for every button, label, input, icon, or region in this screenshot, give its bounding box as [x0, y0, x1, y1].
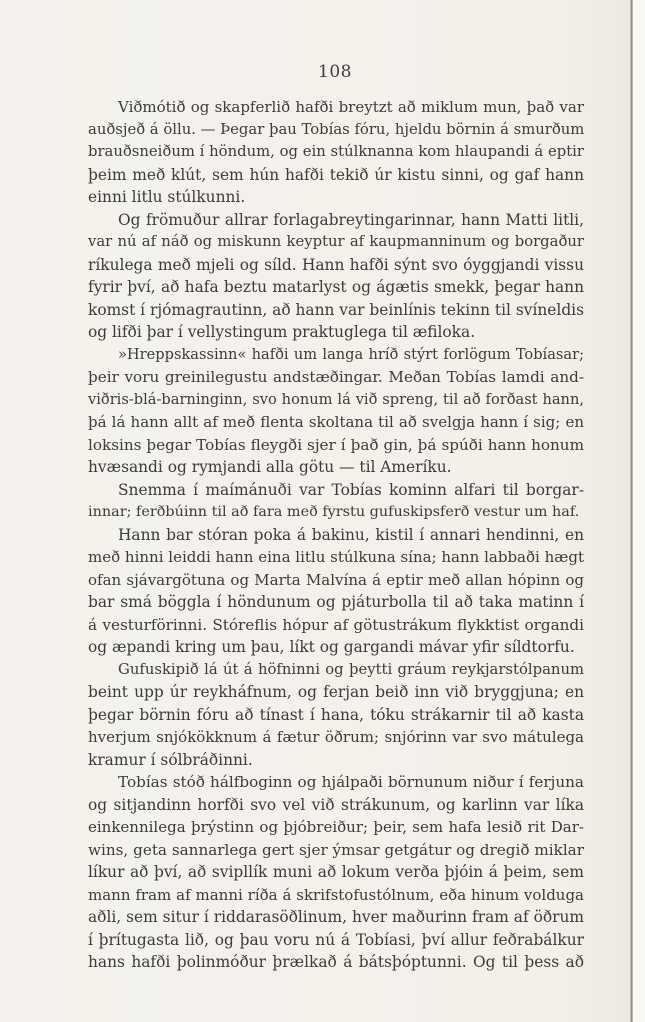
- text-line: hvæsandi og rymjandi alla götu — til Ameríku.: [88, 458, 452, 476]
- text-line: Snemma í maímánuði var Tobías kominn alfari til borgar-: [118, 480, 584, 499]
- text-line: hverjum snjókökknum á fætur öðrum; snjórinn var svo mátulega: [88, 728, 584, 746]
- text-line: ofan sjávargötuna og Marta Malvína á eptir með allan hópinn og: [88, 570, 584, 589]
- text-line: beint upp úr reykháfnum, og ferjan beið inn við bryggjuna; en: [88, 683, 584, 701]
- text-line: Og frömuður allrar forlagabreytingarinnar, hann Matti litli,: [118, 210, 584, 229]
- text-line: Tobías stóð hálfboginn og hjálpaði börnunum niður í ferjuna: [118, 773, 584, 791]
- text-line: þá lá hann allt af með flenta skoltana til að svelgja hann í sig; en: [88, 413, 584, 431]
- text-line: með hinni leiddi hann eina litlu stúlkuna sína; hann labbaði hægt: [88, 548, 584, 566]
- text-line: var nú af náð og miskunn keyptur af kaupmanninum og borgaður: [88, 233, 584, 250]
- text-line: þegar börnin fóru að tínast í hana, tóku strákarnir til að kasta: [88, 705, 584, 724]
- text-line: líkur að því, að svipllík muni að lokum verða þjóin á þeim, sem: [88, 863, 584, 881]
- text-line: og lifði þar í vellystingum praktuglega til æfiloka.: [88, 323, 476, 341]
- page-number: 108: [318, 62, 352, 82]
- text-line: Gufuskipið lá út á höfninni og þeytti gráum reykjarstólpanum: [118, 660, 584, 678]
- text-line: og æpandi kring um þau, líkt og gargandi mávar yfir síldtorfu.: [88, 638, 575, 656]
- body-text: [88, 96, 584, 974]
- text-line: og sitjandinn horfði svo vel við strákunum, og karlinn var líka: [88, 795, 584, 814]
- text-line: »Hreppskassinn« hafði um langa hríð stýrt forlögum Tobíasar;: [118, 345, 584, 363]
- text-line: hans hafði þolinmóður þrælkað á bátsþóptunni. Og til þess að: [88, 953, 584, 971]
- text-line: í þrítugasta lið, og þau voru nú á Tobíasi, því allur feðrabálkur: [88, 930, 584, 949]
- text-line: bar smá böggla í höndunum og pjáturbolla til að taka matinn í: [88, 593, 584, 611]
- page-margin-edge: [633, 0, 645, 1022]
- text-line: einkennilega þrýstinn og þjóbreiður; þeir, sem hafa lesið rit Dar-: [88, 818, 584, 836]
- text-line: ríkulega með mjeli og síld. Hann hafði sýnt svo óyggjandi vissu: [88, 255, 584, 274]
- text-line: á vesturförinni. Stóreflis hópur af götustrákum flykktist organdi: [88, 615, 584, 634]
- text-line: kramur í sólbráðinni.: [88, 750, 253, 769]
- text-line: aðli, sem situr í riddarasöðlinum, hver maðurinn fram af öðrum: [88, 908, 584, 926]
- text-line: loksins þegar Tobías fleygði sjer í það gin, þá spúði hann honum: [88, 435, 584, 454]
- text-line: wins, geta sannarlega gert sjer ýmsar getgátur og dregið miklar: [88, 840, 584, 859]
- text-line: brauðsneiðum í höndum, og ein stúlknanna kom hlaupandi á eptir: [88, 143, 584, 160]
- text-line: mann fram af manni ríða á skrifstofustólnum, eða hinum volduga: [88, 885, 584, 904]
- text-line: viðris-blá-barninginn, svo honum lá við spreng, til að forðast hann,: [88, 390, 584, 408]
- text-line: innar; ferðbúinn til að fara með fyrstu gufuskipsferð vestur um haf.: [88, 504, 580, 520]
- text-line: fyrir því, að hafa beztu matarlyst og ágætis smekk, þegar hann: [88, 278, 584, 296]
- text-line: þeim með klút, sem hún hafði tekið úr kistu sinni, og gaf hann: [88, 165, 584, 184]
- text-line: auðsjeð á öllu. — Þegar þau Tobías fóru, hjeldu börnin á smurðum: [88, 120, 585, 138]
- text-line: þeir voru greinilegustu andstæðingar. Meðan Tobías lamdi and-: [88, 368, 584, 386]
- text-line: einni litlu stúlkunni.: [88, 188, 246, 206]
- text-line: Viðmótið og skapferlið hafði breytzt að miklum mun, það var: [118, 98, 584, 116]
- text-line: komst í rjómagrautinn, að hann var beinlínis tekinn til svíneldis: [88, 300, 584, 319]
- text-line: Hann bar stóran poka á bakinu, kistil í annari hendinni, en: [118, 525, 584, 544]
